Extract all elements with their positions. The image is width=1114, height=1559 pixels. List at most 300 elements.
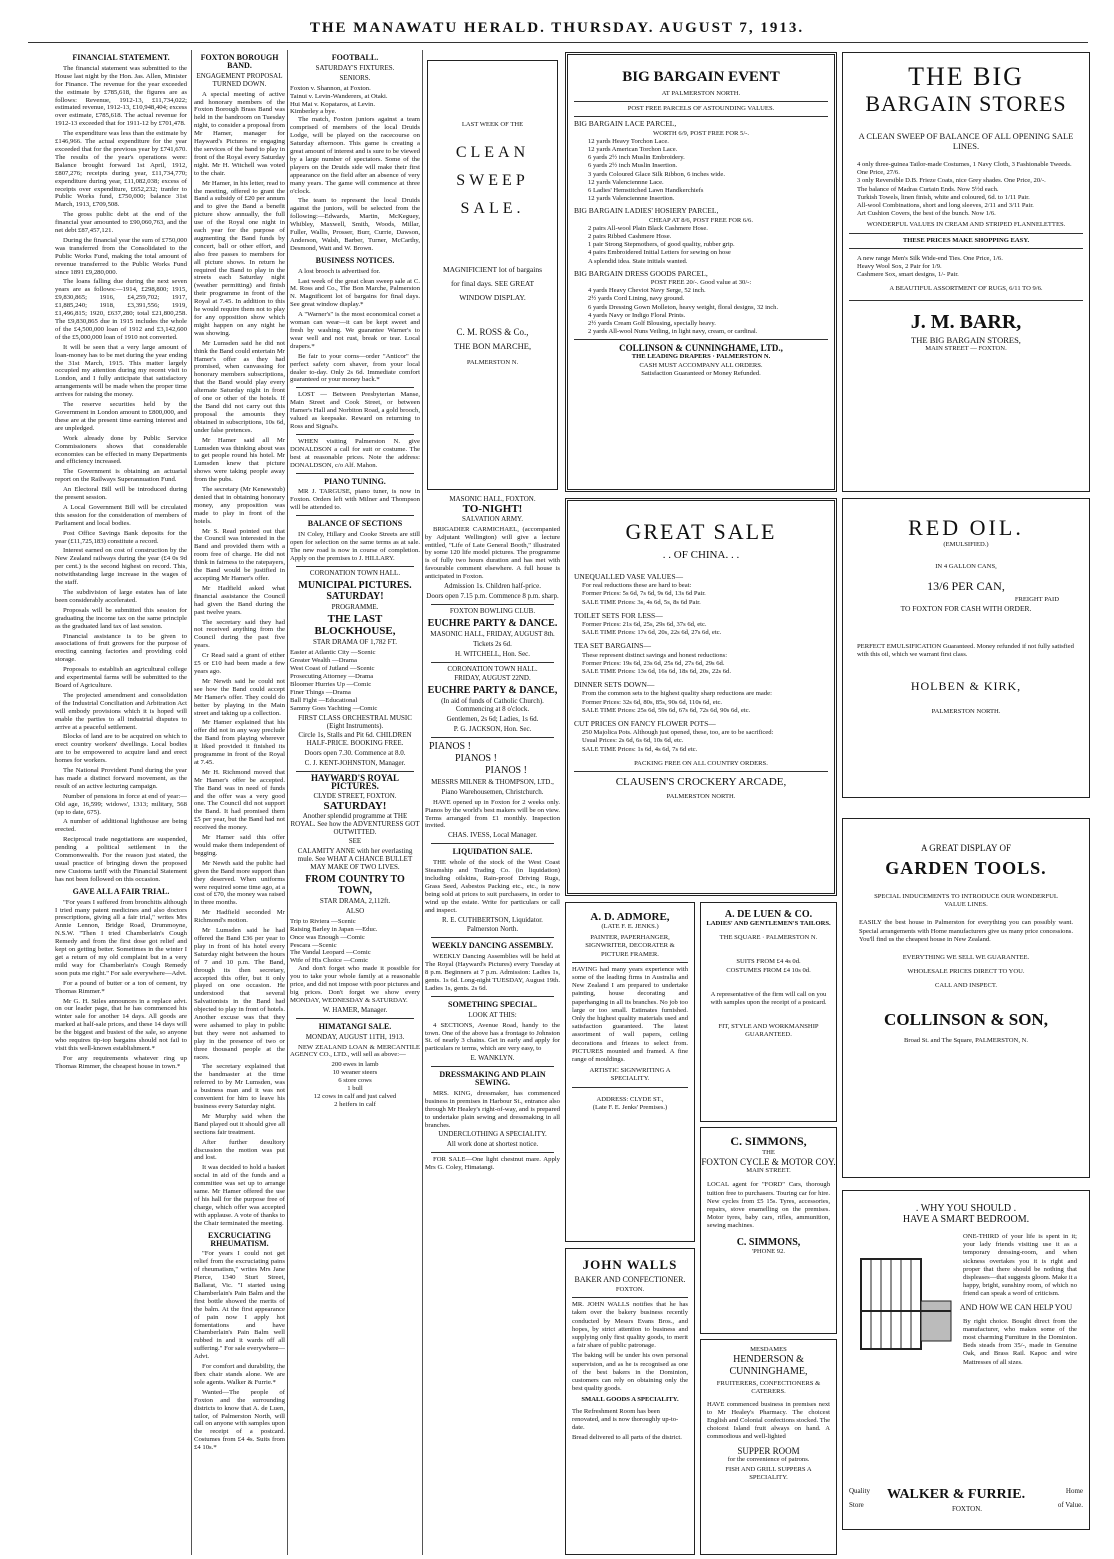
- paragraph: Mr Murphy said when the Band played out it should give all sections fair treatment.: [194, 1112, 285, 1136]
- fixture-item: Kimberley a bye.: [290, 108, 337, 116]
- text: Store: [849, 1501, 864, 1509]
- subheading: FRUITERERS, CONFECTIONERS & CATERERS.: [716, 1380, 821, 1396]
- article-body: [194, 1250, 285, 1452]
- text: A BEAUTIFUL ASSORTMENT OF RUGS, 6/11 TO 9/6.: [889, 285, 1043, 293]
- text: HAVING had many years experience with some of the leading firms in Australia and New Zealand I am prepared to undertake painting, house decorating and paperhanging in all its branches. No job too large or too small. Estimates furnished. Only the highest quality materials used and satisfaction guaranteed. The latest assortment of wall papers, ceiling decorations and friezes to select from. PICTURES mounted and framed. A fine range of mouldings.: [572, 965, 688, 1064]
- text: SPECIAL INDUCEMENTS TO INTRODUCE OUR WONDERFUL VALUE LINES.: [874, 893, 1058, 909]
- paragraph: Mr Hadfield asked what financial assistance the Council had given the Band during the past twelve years.: [194, 584, 285, 616]
- firm: COLLINSON & CUNNINGHAME, LTD.,: [619, 343, 783, 354]
- text: LOCAL agent for "FORD" Cars, thorough tuition free to purchasers. Touring car for hire. New cycles from £5 15s. Tyres, accessories, repairs, stove enamelling on the premises. Motor tyres, baby cars, rifles, ammunition, sewing machines.: [707, 1181, 830, 1230]
- subheading: SUPPER ROOM: [737, 1445, 800, 1456]
- list-item: 250 Majolica Pots. Although just opened, these, too, are to be sacrificed:: [582, 729, 774, 737]
- firm: WALKER & FURRIE.: [887, 1487, 1026, 1502]
- text: HAVE commenced business in premises next to Mr Healey's Pharmacy. The choicest English and Colonial confections stocked. The choicest Island fruit always on hand. A commodious and well-lighted: [707, 1400, 830, 1441]
- section-title: SOMETHING SPECIAL.: [448, 999, 537, 1009]
- parcel-price: WORTH 6/9, POST FREE FOR 5/-.: [652, 129, 750, 137]
- manager: W. HAMER, Manager.: [322, 1005, 388, 1014]
- section-title: UNEQUALLED VASE VALUES—: [574, 572, 684, 581]
- section-title: TEA SET BARGAINS—: [574, 641, 651, 651]
- text: All work done at shortest notice.: [446, 1140, 539, 1149]
- paragraph: For a pound of butter or a ton of cement, try Thomas Rimmer.*: [55, 979, 187, 995]
- list-item: 2 pairs Ribbed Cashmere Hose.: [588, 233, 672, 241]
- text: By right choice. Bought direct from the manufacturer, who makes some of the most charming Furniture in the Dominion. Beds steads from 35/-, made in Genuine Oak, and Brass Rail. Kapoc and wire Mattresses of all sizes.: [963, 1317, 1077, 1366]
- headline: PIANOS !: [455, 752, 497, 764]
- paragraph: Mr Hamer, in his letter, read to the meeting, offered to grant the Band a subsidy of £20 per annum and to give the Band a benefit picture show annually, the full use of the Royal one night in each year for the purpose of augmenting the Band funds by concert, ball or other effort, and also free passes to members for all picture shows. In return he required the Band to play in the streets each Saturday night (weather permitting) and finish their programme in front of the Royal at 7.45. In addition to this he would require them not to play for any opposition show which might happen on any night he was showing.: [194, 179, 285, 337]
- manager: C. J. KENT-JOHNSTON, Manager.: [304, 759, 406, 768]
- firm: MAIN STREET — FOXTON.: [925, 344, 1007, 352]
- section-title: LIQUIDATION SALE.: [452, 847, 533, 857]
- bed-illustration: [857, 1251, 957, 1361]
- paragraph: The expenditure was less than the estimate by £146,966. The actual expenditure for the year exceeded that for the previous year by £741,670. The results of the year's operations were: Balance brought forward 1st April, 1912, £807,276; receipts during year, £11,734,770; expenditure during year, £11,082,038; excess of receipts over expenditure, £652,232; tranfer to Public Works fund, £750,000; balance 31st March, 1913, £709,508.: [55, 130, 187, 209]
- headline: EUCHRE PARTY & DANCE,: [427, 685, 558, 697]
- henderson-cunninghame-ad: [700, 1339, 837, 1555]
- headline: SWEEP: [456, 172, 529, 190]
- text: PACKING FREE ON ALL COUNTRY ORDERS.: [634, 759, 768, 767]
- article-subtitle: ENGAGEMENT PROPOSAL TURNED DOWN.: [196, 71, 283, 88]
- paragraph: For any requirements whatever ring up Thomas Rimmer, the cheapest house in town.*: [55, 1054, 187, 1070]
- paragraph: The National Provident Fund during the year has made a distinct forward movement, as the result of an active lecturing campaign.: [55, 767, 187, 790]
- firm: A. DE LUEN & CO.: [724, 909, 813, 920]
- stock-item: 10 weaner steers: [332, 1069, 378, 1077]
- firm: THE BON MARCHE,: [453, 341, 532, 352]
- parcel-price: POST FREE 20/-. Good value at 30/-:: [650, 279, 752, 287]
- address: THE SQUARE · PALMERSTON N.: [719, 934, 818, 942]
- text: CALL AND INSPECT.: [934, 982, 998, 990]
- section-title: PIANO TUNING.: [324, 476, 386, 486]
- sections-notice: IN Coley, Hillary and Cooke Streets are still open for selection on the same terms as at sale. The new road is now in course of completion. Apply on the premises to J. HILLARY.: [290, 531, 420, 562]
- subheading: PROGRAMME.: [331, 602, 379, 611]
- text: Home: [1065, 1487, 1083, 1495]
- text: Bread delivered to all parts of the district.: [572, 1434, 682, 1442]
- paragraph: Proposals will be submitted this session for graduating the income tax on the same principle as the graduated land tax of last session.: [55, 606, 187, 630]
- headline: BARGAIN STORES: [865, 91, 1067, 116]
- list-item: 4 yards Heavy Cheviot Navy Serge, 52 inch.: [588, 287, 706, 295]
- list-item: 6 yards Dressing Gown Molleton, heavy weight, floral designs, 32 inch.: [588, 303, 779, 311]
- donaldson-notice: WHEN visiting Palmerston N. give DONALDSON a call for suit or costume. The best at reasonable prices. Note the address: DONALDSON, c/o Alf. Mahon.: [290, 437, 420, 469]
- price-list: [582, 621, 834, 637]
- list-item: For real reductions these are hard to beat:: [582, 582, 692, 590]
- parcel-list: [588, 225, 834, 266]
- programme-item: Greater Wealth —Drama: [290, 657, 357, 665]
- address: FOXTON.: [615, 1286, 645, 1293]
- item-list: [857, 255, 1075, 280]
- column-football-notices: [290, 50, 420, 1555]
- column-rule: [287, 50, 288, 1555]
- paragraph: The Government is obtaining an actuarial report on the Railways Superannuation Fund.: [55, 468, 187, 484]
- headline: HAYWARD'S ROYAL PICTURES.: [310, 773, 400, 791]
- list-item: From the common sets to the highest quality sharp reductions are made:: [582, 690, 772, 698]
- headline: RED OIL.: [908, 515, 1024, 540]
- article-title: GAVE ALL A FAIR TRIAL.: [72, 886, 170, 896]
- phone: 'PHONE 92.: [751, 1247, 786, 1255]
- trades: PAINTER, PAPERHANGER, SIGNWRITER, DECORATER & PICTURE FRAMER.: [585, 934, 675, 958]
- paragraph: Interest earned on cost of construction by the New Zealand railways during the year (£4 0s 9d per cent.) is the second highest on record. This, notwithstanding large increase in the wages of the staff.: [55, 547, 187, 587]
- list-item: 6 Ladies' Hemstitched Lawn Handkerchiefs: [588, 187, 704, 195]
- subheading: THESE PRICES MAKE SHOPPING EASY.: [902, 236, 1030, 244]
- paragraph: For comfort and durability, the Ibex chair stands alone. We are sole agents. Walker & Furrie.*: [194, 1363, 285, 1386]
- firm: HENDERSON & CUNNINGHAME,: [729, 1354, 808, 1378]
- subheading: SENIORS.: [339, 73, 371, 82]
- subheading: LADIES' AND GENTLEMEN'S TAILORS.: [706, 920, 831, 927]
- text: Admission 1s. Children half-price.: [443, 582, 541, 591]
- article-body: [55, 65, 187, 884]
- list-item: Cashmere Sox, smart designs, 1/- Pair.: [857, 271, 959, 279]
- address: ADDRESS: CLYDE ST.,: [596, 1095, 664, 1103]
- headline: BIG BARGAIN EVENT: [622, 69, 780, 85]
- text: WONDERFUL VALUES IN CREAM AND STRIPED FLANNELETTES.: [866, 221, 1066, 229]
- text: (Late F. E. Jenks' Premises.): [592, 1103, 668, 1111]
- text: Doors open 7.15 p.m. Commence 8 p.m. sharp.: [426, 591, 559, 600]
- paragraph: It will be seen that a very large amount of loan-money has to be met during the year ending the 31st March, 1915. This matter largely occupied my attention during my recent visit to London, and I fully anticipate that satisfactory arrangements will be made when the proper time arrives for raising the money.: [55, 343, 187, 399]
- firm: C. M. ROSS & Co.,: [456, 327, 529, 338]
- section-title: HIMATANGI SALE.: [318, 1021, 392, 1031]
- film-title: FROM COUNTRY TO TOWN,: [305, 874, 405, 897]
- list-item: 3 only Reversible D.B. Frieze Coats, nice Grey shades. One Price, 20/-.: [857, 177, 1046, 185]
- article-title: FOXTON BOROUGH BAND.: [200, 53, 279, 70]
- firm: CLAUSEN'S CROCKERY ARCADE,: [615, 776, 787, 789]
- paragraph: Proposals to establish an agricultural college and experimental farms will be submitted to the Board of Agriculture.: [55, 666, 187, 689]
- paragraph: Mr Hamer said this offer would make them independent of begging.: [194, 834, 285, 857]
- paragraph: A "Warner's" is the most economical corset a woman can wear—it can be kept sweet and fresh by washing. We guarantee Warner's to wear well and not rust, break or tear. Local drapers.*: [290, 311, 420, 350]
- list-item: 2 yards All-wool Nuns Veiling, in light navy, cream, or cardinal.: [588, 328, 758, 336]
- stock-item: 12 cows in calf and just calved: [313, 1092, 397, 1100]
- red-oil-ad: [842, 498, 1090, 798]
- subheading: ARTISTIC SIGNWRITING A SPECIALITY.: [589, 1067, 671, 1083]
- text: R. E. CUTHBERTSON, Liquidator.: [442, 915, 543, 924]
- paragraph: Cr Read said a grant of either £5 or £10 had been made a few years ago.: [194, 652, 285, 675]
- text: (In aid of funds of Catholic Church). Commencing at 8 o'clock.: [441, 697, 544, 714]
- paragraph: "For years I could not get relief from the excruciating pains of rheumatism," writes Mrs Jane Pierce, 1340 Sturt Street, Ballarat, Vic. "I started using Chamberlain's Pain Balm and the first bottle showed the merits of the balm. At the first appearance of pain now I apply hot fomentations and have Chamberlain's Pain Balm well rubbed in and it wards off all suffering." For sale everywhere—Advt.: [194, 1250, 285, 1361]
- film-title: THE LAST BLOCKHOUSE,: [314, 613, 396, 638]
- subheading: POST FREE PARCELS OF ASTOUNDING VALUES.: [627, 105, 775, 113]
- paragraph: Last week of the great clean sweep sale at C. M. Ross and Co., The Bon Marche, Palmerston N. Magnificent lot of bargains for final days. See great window display.*: [290, 277, 420, 309]
- headline: CLEAN: [455, 144, 530, 162]
- admore-ad: [565, 902, 695, 1242]
- firm: PALMERSTON N.: [466, 359, 519, 367]
- article-body: [194, 91, 285, 1228]
- firm: C. SIMMONS,: [730, 1134, 807, 1148]
- price: 13/6 PER CAN,: [927, 579, 1005, 594]
- paragraph: The reserve securities held by the Government in London amount to £800,000, and these are at the present time earning interest and are unpledged.: [55, 401, 187, 432]
- parcel-list: [588, 287, 834, 336]
- paragraph: Number of pensions in force at end of year:—Old age, 16,599; widows', 1313; military, 568 (up to date, 675).: [55, 792, 187, 816]
- venue: CLYDE STREET, FOXTON.: [313, 791, 397, 800]
- paragraph: During the financial year the sum of £750,000 was transferred from the Consolidated to the Public Works Fund, making the total amount of revenue transferred to the Public Works Fund since 1891 £9,280,000.: [55, 236, 187, 276]
- article-title: FINANCIAL STATEMENT.: [72, 53, 170, 62]
- list-item: 4 pairs Embroidered Initial Letters for sewing on hose: [588, 249, 731, 257]
- text: FREIGHT PAID: [1014, 596, 1059, 604]
- programme-item: Trip to Riviera —Scenic: [290, 917, 356, 925]
- headline: . WHY YOU SHOULD .: [915, 1203, 1017, 1214]
- fixture-item: Hui Mai v. Kopataros, at Levin.: [290, 100, 375, 108]
- address: Broad St. and The Square, PALMERSTON, N.: [903, 1036, 1029, 1044]
- garden-tools-ad: [842, 818, 1090, 1178]
- section-title: WEEKLY DANCING ASSEMBLY.: [431, 941, 554, 951]
- subheading: AND HOW WE CAN HELP YOU: [959, 1302, 1073, 1312]
- article-title: FOOTBALL.: [331, 53, 379, 62]
- programme-item: Ball Fight —Educational: [290, 696, 358, 704]
- text: for the convenience of patrons.: [727, 1455, 810, 1463]
- paragraph: A special meeting of active and honorary members of the Foxton Borough Brass Band was held in the bandroom on Tuesday night, to consider a proposal from Mr Hamer, manager for Hayward's Pictures re engaging the services of the band to play in front of the Royal every Saturday night. Mr H. Witchell was voted to the chair.: [194, 90, 285, 177]
- price: SUITS FROM £4 4s 0d.: [736, 958, 801, 966]
- text: MESDAMES: [750, 1346, 787, 1353]
- list-item: 3 yards Coloured Glace Silk Ribbon, 6 inches wide.: [588, 170, 725, 178]
- list-item: 6 yards 2½ inch Muslin Embroidery.: [588, 154, 685, 162]
- john-walls-ad: [565, 1248, 695, 1555]
- text: 4 SECTIONS, Avenue Road, handy to the town. One of the above has a frontage to Johnston St. of nearly 3 chains. Get in early and apply for particulars re terms, which are very easy, to: [425, 1021, 560, 1053]
- paragraph: An Electoral Bill will be introduced during the present session.: [55, 486, 187, 502]
- paragraph: The secretary explained that the bandmaster at the time referred to by Mr Lumsden, was a business man and it was not convenient for him to leave his business every Saturday night.: [194, 1063, 285, 1110]
- article-title: EXCRUCIATING RHEUMATISM.: [208, 1230, 271, 1248]
- walker-furrie-ad: [842, 1190, 1090, 1530]
- text: Gentlemen, 2s 6d; Ladies, 1s 6d.: [446, 715, 539, 724]
- text: (LATE F. E. JENKS.): [601, 923, 659, 930]
- list-item: 2½ yards Cream Golf Blousing, specially heavy.: [588, 320, 716, 328]
- list-item: SALE TIME Prices: 17s 6d, 20s, 22s 6d, 27s 6d, etc.: [582, 629, 722, 637]
- paragraph: The secretary (Mr Kenewstub) denied that in obtaining honorary money, any proposition was made to play in front of the hotels.: [194, 486, 285, 525]
- paragraph: "For years I suffered from bronchitis although I tried many patent medicines and also doctors prescriptions, giving all a fair trial," writes Mrs Annie Lennon, Bridge Road, Drummoyne, N.S.W. "Then I tried Chamberlain's Cough Remedy and from the first dose got relief and kept on getting better. Sometimes in the winter I get a return of my old complaint but in a very mild way for Chamberlain's Cough Remedy soon puts me right." For sale everywhere—Advt.: [55, 898, 187, 977]
- text: HAVE opened up in Foxton for 2 weeks only. Pianos by the world's best makers will be on view. Terms arranged from £1 monthly. Inspection invited.: [425, 798, 560, 830]
- price-list: [582, 729, 834, 754]
- paragraph: Mr Newth said he could not see how the Band could accept Mr Hamer's offer. They could do better by playing in the Main street and taking up a collection.: [194, 677, 285, 717]
- paragraph: Mr G. H. Stiles announces in a replace advt. on our leader page, that he has commenced his winter sale for another 14 days. All goods are marked at half-sale prices, and these 14 days will be the biggest and busiest of the sale, so anyone who requires tip-top bargains should not fail to visit this well-known establishment.*: [55, 997, 187, 1052]
- text: WEEKLY Dancing Assemblies will be held at The Royal (Hayward's Pictures) every Tuesday at 8 p.m. Beginners at 7 p.m. Admission: Ladies 1s, gents. 1s 6d. Long-night TUESDAY, August 19th. Ladies 1s, gents. 2s 6d.: [425, 953, 560, 992]
- paragraph: The projected amendment and consolidation of the Industrial Conciliation and Arbitration Act will embody provisions which it is hoped will enable the parties to all industrial disputes to arrive at a peaceful settlement.: [55, 691, 187, 731]
- paragraph: The subdivision of large estates has of late been considerably accelerated.: [55, 589, 187, 604]
- programme-item: Pescara —Scenic: [290, 941, 337, 949]
- section-title: BALANCE OF SECTIONS: [307, 519, 403, 529]
- text: Satisfaction Guaranteed or Money Refunded.: [641, 369, 761, 377]
- section-title: CUT PRICES ON FANCY FLOWER POTS—: [574, 719, 716, 729]
- parcel-title: BIG BARGAIN LADIES' HOSIERY PARCEL,: [574, 206, 719, 216]
- programme-list: [290, 649, 420, 712]
- paragraph: Mr H. Richmond moved that Mr Hamer's offer be accepted. The Band was in need of funds and the offer was a very good one. The Council did not support the Band. It had promised them £5 per year, but the Band had not received the money.: [194, 768, 285, 832]
- column-financial-statement: [55, 50, 187, 1555]
- list-item: 2½ yards Cord Lining, navy ground.: [588, 295, 685, 303]
- text: A representative of the firm will call on you with samples upon the receipt of a postcard.: [710, 990, 827, 1007]
- doors: Doors open 7.30. Commence at 8.0.: [304, 749, 406, 758]
- paragraph: Mr Newth said the public had given the Band more support than they deserved. When uniforms were required some time ago, at a cost of £70, the money was raised in three months.: [194, 859, 285, 907]
- paragraph: Blocks of land are to be acquired on which to erect country workers' dwellings. Local bodies are to be empowered to acquire land and erect homes for workers.: [55, 733, 187, 765]
- stock-item: 6 store cows: [338, 1077, 372, 1085]
- headline: GREAT SALE: [625, 519, 777, 544]
- text: TO FOXTON FOR CASH WITH ORDER.: [900, 603, 1032, 613]
- stock-item: 1 bull: [347, 1085, 363, 1093]
- price-list: [582, 582, 834, 607]
- subheading: SATURDAY'S FIXTURES.: [315, 63, 395, 72]
- text: And don't forget who made it possible for you to take your whole family at a reasonable price, and did not impose with poor pictures and big prices. Don't forget we show every MONDAY, WEDNESDAY & SATURDAY.: [290, 965, 420, 1004]
- simmons-ad: [700, 1127, 837, 1334]
- firm: PALMERSTON NORTH.: [931, 708, 1001, 716]
- paragraph: Wanted—The people of Foxton and the surrounding districts to know that A. de Luen, tailor, of Palmerston North, will call on anyone with samples upon the receipt of a postcard. Costumes from £4 4s. Suits from £4 10s.*: [194, 1388, 285, 1452]
- text: ONE-THIRD of your life is spent in it; your lady friends visiting use it as a temporary dressing-room, and when sickness overtakes you it is right and proper that there should be nothing that displeases—that suggests gloom. Make it a happy, bright, sunshiny room, of which no friend can speak a word of criticism.: [963, 1233, 1077, 1298]
- subheading: STAR DRAMA, 2,112ft.: [319, 897, 391, 906]
- list-item: 1 pair Strong Stepmothers, of good quality, rubber grip.: [588, 241, 735, 249]
- paragraph: Be fair to your corns—order "Anticor" the perfect safety corn shaver, from your local dealer to-day. Only 2s 6d. Immediate comfort guaranteed or your money back.*: [290, 352, 420, 384]
- programme-item: Sammy Goes Yachting —Comic: [290, 704, 378, 712]
- text: MR. JOHN WALLS notifies that he has taken over the bakery business recently conducted by Messrs Evans Bros., and hopes, by strict attention to business and supplying only first quality goods, to merit a fair share of public patronage.: [572, 1301, 688, 1350]
- list-item: A splendid idea. State initials wanted.: [588, 257, 688, 265]
- column-rule: [191, 50, 192, 1555]
- programme-item: Raising Barley in Japan —Educ.: [290, 925, 378, 933]
- text: THE whole of the stock of the West Coast Steamship and Trading Co. (in liquidation) including oilskins, Rain-proof Driving Rugs, Grass Seed, Asbestos Packing etc., etc., is now being sold at prices to suit purchasers, in order to wind up the estate. Write for particulars or call and inspect.: [425, 859, 560, 914]
- headline: EUCHRE PARTY & DANCE.: [427, 617, 558, 629]
- list-item: The balance of Madras Curtain Ends. Now 5½d each.: [857, 185, 999, 193]
- list-item: SALE TIME Prices: 1s 6d, 4s 6d, 7s 6d etc.: [582, 745, 698, 753]
- text: E. WANKLYN.: [470, 1054, 515, 1063]
- paragraph: Mr Lumsden said he did not think the Band could entertain Mr Hamer's offer as they had promised, when canvassing for honorary members subscriptions, that the Band would play every alternate Saturday night in front of one or other of the hotels. If the Band did not carry out this proposal the amounts they obtained in subscriptions, 10s 6d, under false pretences.: [194, 339, 285, 434]
- text: IN 4 GALLON CANS,: [935, 563, 997, 571]
- list-item: 2 pairs All-wool Plain Black Cashmere Hose.: [588, 224, 708, 232]
- headline: THE BIG: [908, 62, 1024, 91]
- list-item: 12 yards Valenciennne Insertion.: [588, 195, 675, 203]
- subheading: . . OF CHINA. . .: [662, 549, 740, 561]
- subheading: STAR DRAMA OF 1,782 FT.: [312, 638, 398, 647]
- text: LAST WEEK OF THE: [461, 121, 524, 128]
- text: NEW ZEALAND LOAN & MERCANTILE AGENCY CO., LTD., will sell as above:—: [290, 1043, 420, 1059]
- column-foxton-band: [194, 50, 285, 1555]
- clean-sweep-ad: [427, 60, 558, 490]
- price-list: [582, 690, 834, 715]
- programme-item: Prosecuting Attorney —Drama: [290, 673, 374, 681]
- subheading: A GREAT DISPLAY OF: [921, 843, 1011, 853]
- headline: PIANOS !: [485, 764, 527, 776]
- subheading: A CLEAN SWEEP OF BALANCE OF ALL OPENING SALE LINES.: [858, 131, 1074, 151]
- headline: HAVE A SMART BEDROOM.: [902, 1214, 1030, 1225]
- stock-item: 2 heifers in calf: [334, 1100, 376, 1108]
- headline: MUNICIPAL PICTURES. SATURDAY!: [298, 579, 412, 602]
- text: Quality: [849, 1487, 870, 1495]
- programme-item: Wife of His Choice —Comic: [290, 957, 369, 965]
- text: THE: [762, 1149, 775, 1156]
- firm: MESSRS MILNER & THOMPSON, LTD.,: [431, 777, 554, 786]
- firm: FOXTON CYCLE & MOTOR COY.: [701, 1157, 836, 1168]
- parcel-list: [588, 138, 834, 204]
- list-item: Turkish Towels, linen finish, white and coloured, 6d. to 1/11 Pair.: [857, 193, 1030, 201]
- text: MRS. KING, dressmaker, has commenced business in premises in Harbour St., entrance also through Mr Healey's right-of-way, and is prepared to undertake plain sewing and dressmaking in all branches.: [425, 1089, 560, 1129]
- headline: PIANOS !: [429, 740, 471, 752]
- list-item: SALE TIME Prices: 3s, 4s 6d, 5s, 8s 6d Pair.: [582, 598, 701, 606]
- price-list: [582, 652, 834, 677]
- headline: SALE.: [460, 200, 525, 218]
- list-item: Former Prices: 5s 6d, 7s 6d, 9s 6d, 13s 6d Pair.: [582, 590, 706, 598]
- list-item: 4 yards Navy or Indigo Floral Prints.: [588, 311, 686, 319]
- text: EVERYTHING WE SELL WE GUARANTEE.: [902, 954, 1030, 962]
- text: PERFECT EMULSIFICATION Guaranteed. Money refunded if not fully satisfied with this oil, which we warrant first class.: [857, 642, 1074, 659]
- paragraph: Financial assistance is to be given to associations of fruit growers for the purpose of erecting canning factories and providing cold storage.: [55, 632, 187, 664]
- text: Tickets 2s 6d.: [473, 639, 512, 648]
- text: EASILY the best house in Palmerston for everything you can possibly want. Special arrangements with Home manufacturers give us many price concessions. You'll find us the cheapest house in New Zealand.: [859, 919, 1073, 943]
- big-bargain-stores-ad: [842, 52, 1090, 492]
- venue: CORONATION TOWN HALL.: [309, 568, 401, 577]
- list-item: These represent distinct savings and honest reductions:: [582, 651, 728, 659]
- stock-list: [290, 1061, 420, 1108]
- subheading: BAKER AND CONFECTIONER.: [574, 1275, 686, 1284]
- masthead: THE MANAWATU HERALD. THURSDAY. AUGUST 7, 1913.: [309, 20, 805, 36]
- list-item: Former Prices: 21s 6d, 25s, 29s 6d, 37s 6d, etc.: [582, 621, 707, 629]
- list-item: Usual Prices: 2s 6d, 6s 6d, 10s 6d, etc.: [582, 737, 684, 745]
- parcel-title: BIG BARGAIN DRESS GOODS PARCEL,: [574, 268, 708, 278]
- section-title: TOILET SETS FOR LESS—: [574, 610, 663, 620]
- paragraph: A number of additional lighthouse are being erected.: [55, 818, 187, 834]
- list-item: Art Cushion Covers, the best of the bunch. Now 1/6.: [857, 210, 996, 218]
- list-item: 12 yards Valenciennne Lace.: [588, 178, 664, 186]
- paragraph: The match, Foxton juniors against a team comprised of members of the local Druids Lodge, will be played on the racecourse on Saturday afternoon. This game is creating a great amount of interest and is sure to be viewed by a large number of spectators. Some of the players on the Druids side will make their first appearance on the field after an absence of very many years. The game will commence at three o'clock.: [290, 116, 420, 195]
- text: FOR SALE—One light chestnut mare. Apply Mrs G. Coley, Himatangi.: [425, 1156, 560, 1172]
- firm: JOHN WALLS: [582, 1257, 678, 1272]
- text: CALAMITY ANNE with her everlasting mule. See WHAT A CHANCE BULLET MAY MAKE OF TWO LIVES.: [297, 847, 413, 872]
- firm: THE BIG BARGAIN STORES,: [911, 334, 1021, 345]
- address: FOXTON.: [951, 1505, 982, 1513]
- paragraph: The financial statement was submitted to the House last night by the Hon. Jas. Allen, Minister for Finance. The revenue for the year exceeded the estimate by £785,618, the figures are as follows: Revenue, 1912-13, £11,734,022; estimated revenue, 1912-13, £10,948,404; excess over estimate, £785,618. The actual revenue for 1912-13 exceeded that for 1911-12 by £701,478.: [55, 64, 187, 128]
- paragraph: Mr Lumsden said he had offered the Band £36 per year to play in front of his hotel every Saturday night between the hours of 7 and 10 p.m. The Band, through its then secretary, accepted this offer, but it only played on one occasion. He understood that several Salvationists in the Band had objected to play in front of hotels. Another excuse was that they were ashamed to play in public but they were not ashamed to play in the presence of two or three thousand people at the races.: [194, 927, 285, 1061]
- firm: HOLBEN & KIRK,: [910, 679, 1022, 694]
- firm: J. M. BARR,: [910, 310, 1022, 333]
- paragraph: Mr Hadfield seconded Mr Richmond's motion.: [194, 909, 285, 925]
- firm: Piano Warehousemen, Christchurch.: [441, 787, 544, 796]
- date: FRIDAY, AUGUST 22ND.: [454, 674, 531, 683]
- subheading: ALSO: [345, 906, 365, 915]
- subheading: FOXTON BOWLING CLUB.: [449, 606, 536, 615]
- programme-item: Bloomer Hurries Up —Comic: [290, 681, 372, 688]
- headline: GARDEN TOOLS.: [885, 858, 1047, 878]
- programme-item: Finer Things —Drama: [290, 688, 351, 696]
- subheading: FIRST CLASS ORCHESTRAL MUSIC (Eight Instruments).: [298, 713, 412, 730]
- great-sale-china-ad: [565, 498, 837, 896]
- business-notices: [290, 268, 420, 385]
- paragraph: Mr Hamer said all Mr Lumsden was thinking about was to get people round his hotel. Mr Lumsden knew that picture shows were taking people away from the pubs.: [194, 436, 285, 484]
- programme-item: West Coast of Jutland —Scenic: [290, 665, 375, 673]
- list-item: Former Prices: 32s 6d, 80s, 85s, 90s 6d, 110s 6d, etc.: [582, 698, 723, 706]
- text: SEE: [348, 837, 362, 846]
- headline: SATURDAY!: [323, 799, 387, 812]
- list-item: 6 yards 2½ inch Muslin Insertion.: [588, 162, 678, 170]
- masthead-rule: [28, 42, 1088, 43]
- programme-list: [290, 918, 420, 965]
- prices: Circle 1s, Stalls and Pit 6d. CHILDREN HALF-PRICE. BOOKING FREE.: [298, 731, 412, 748]
- paragraph: Mr S. Read pointed out that the Council was interested in the Band and provided them with a room free of charge. He did not think in fairness to the ratepayers, the Band would be justified in accepting Mr Hamer's offer.: [194, 527, 285, 582]
- firm: PALMERSTON NORTH.: [666, 793, 736, 801]
- text: Another splendid programme at THE ROYAL. See how the ADVENTURESS GOT OUTWITTED.: [290, 811, 420, 836]
- programme-item: Easter at Atlantic City —Scenic: [290, 649, 376, 657]
- subheading: FIT, STYLE AND WORKMANSHIP GUARANTEED.: [718, 1023, 819, 1039]
- list-item: All-wool Combinations, short and long sleeves, 2/11 and 3/11 Pair.: [857, 202, 1034, 210]
- text: WHOLESALE PRICES DIRECT TO YOU.: [907, 968, 1025, 976]
- text: The baking will be under his own personal supervision, and as he is recognised as one of the best bakers in the Dominion, customers can rely on obtaining only the best quality goods.: [572, 1352, 688, 1393]
- paragraph: It was decided to hold a basket social in aid of the funds and a committee was set up to arrange same. Mr Hamer offered the use of his hall for the purpose free of charge, which offer was accepted with applause. A vote of thanks to the Chair terminated the meeting.: [194, 1164, 285, 1227]
- parcel-title: BIG BARGAIN LACE PARCEL,: [574, 119, 677, 129]
- fixture-item: Foxton v. Shannon, at Foxton.: [290, 84, 371, 92]
- text: The Refreshment Room has been renovated, and is now thoroughly up-to-date.: [572, 1407, 679, 1432]
- paragraph: The team to represent the local Druids against the juniors, will be selected from the following:—Edwards, Martin, McKeguey, Whibley, Maxwell, Smith, Woods, Millar, Fuller, Wallis, Prosser, Burr, Currie, Dawson, Anderson, Walsh, Barber, Turner, McCarthy, Desmond, Watt and W. Brown.: [290, 197, 420, 252]
- column-rule: [422, 50, 423, 1555]
- list-item: 12 yards Heavy Torchon Lace.: [588, 137, 669, 145]
- stock-item: 200 ewes in lamb: [331, 1061, 379, 1069]
- paragraph: A Local Government Bill will be circulated this session for the consideration of members of Parliament and local bodies.: [55, 503, 187, 527]
- subheading: (EMULSIFIED.): [943, 541, 989, 548]
- paragraph: Reciprocal trade negotiations are suspended, pending a political settlement in the Commonwealth. For the reason just stated, the usual practice of bringing down the proposed new Customs tariff with the Financial Statement has not been followed on this occasion.: [55, 836, 187, 883]
- paragraph: After further desultory discussion the motion was put and lost.: [194, 1138, 285, 1162]
- venue: CORONATION TOWN HALL.: [447, 664, 538, 673]
- firm: A. D. ADMORE,: [590, 911, 670, 923]
- headline: TO-NIGHT!: [462, 502, 523, 515]
- list-item: 12 yards American Torchon Lace.: [588, 146, 678, 154]
- section-title: BUSINESS NOTICES.: [315, 255, 395, 265]
- paragraph: The gross public debt at the end of the financial year amounted to £90,060,763, and the net debt £87,457,121.: [55, 211, 187, 235]
- text: H. WITCHELL, Hon. Sec.: [454, 649, 531, 658]
- text: of Value.: [1057, 1501, 1083, 1509]
- list-item: A new range Men's Silk Wide-end Ties. One Price, 1/6.: [857, 254, 1003, 262]
